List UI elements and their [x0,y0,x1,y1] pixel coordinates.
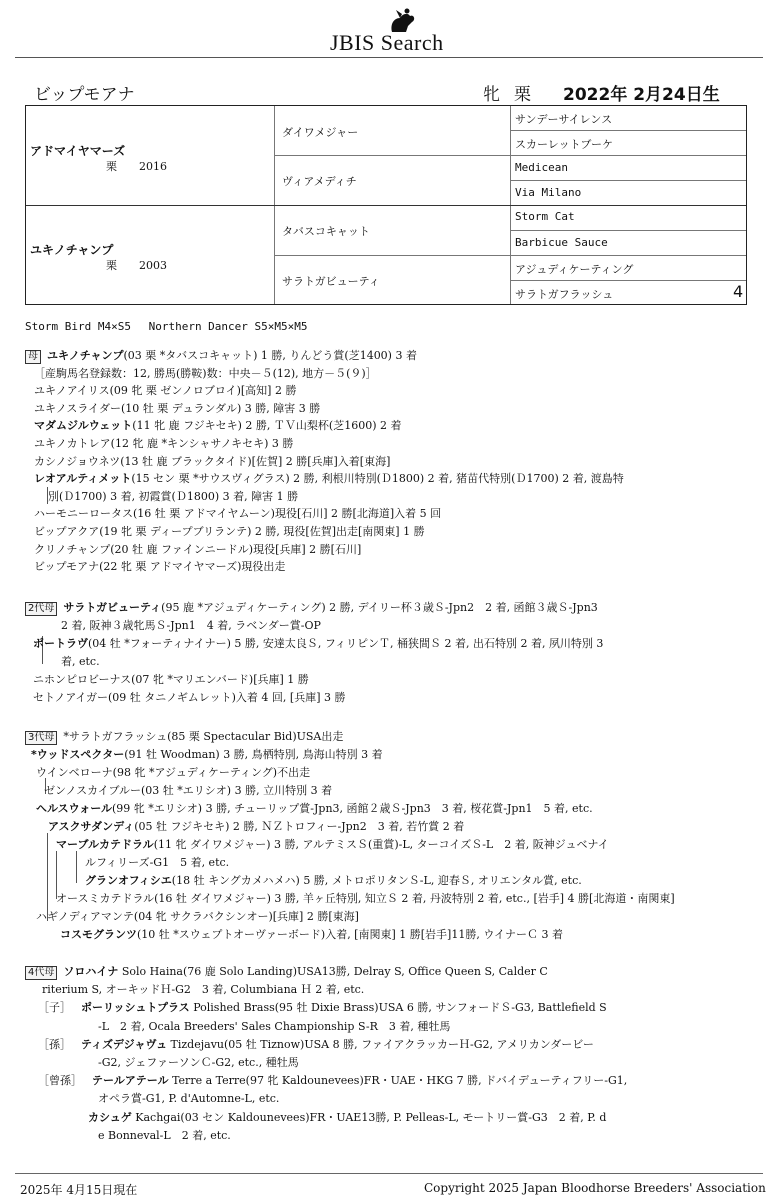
record-text: ハギノディアマンテ(04 牝 サクラバクシンオー)[兵庫] 2 勝[東海] [36,910,359,923]
dam-section-line [34,365,377,381]
horse-link[interactable]: マダムジルウェット [34,419,133,433]
g4-section-line [98,1054,299,1070]
record-text: (11 牝 鹿 フジキセキ) 2 勝, ＴＶ山梨杯(芝1600) 2 着 [132,419,402,433]
pedigree-divider [274,155,746,156]
dam-section-line [34,435,293,451]
horse-link[interactable]: レオアルティメット [34,472,132,486]
record-text: ビップモアナ(22 牝 栗 アドマイヤマーズ)現役出走 [34,560,286,574]
record-text: ユキノアイリス(09 牝 栗 ゼンノロブロイ)[高知] 2 勝 [34,384,297,398]
horse-rider-icon [391,9,414,33]
header-divider [15,57,763,58]
record-text: *サラトガフラッシュ(85 栗 Spectacular Bid)USA出走 [63,730,344,743]
g3-section-line [85,854,229,870]
pedigree-divider [510,130,746,131]
dam-section-line [34,382,296,398]
dam-section-line [34,470,624,486]
record-text: Polished Brass(95 牡 Dixie Brass)USA 6 勝, サンフォードＳ-G3, Battlefield S [193,1001,607,1015]
record-text: クリノチャンプ(20 牡 鹿 ファインニードル)現役[兵庫] 2 勝[石川] [34,542,362,556]
horse-link[interactable]: ポーリッシュトプラス [81,1001,190,1015]
horse-link[interactable]: アスクサダンディ [48,820,135,833]
g2-section-line [61,617,321,633]
generation-tag: 母 [25,350,41,364]
dam-section-line [34,505,441,521]
g3-section-line [85,872,582,888]
pedigree-divider [510,230,746,231]
horse-link[interactable]: *ウッドスペクター [31,748,125,761]
record-text: ハーモニーロータス(16 牡 栗 アドマイヤムーン)現役[石川] 2 勝[北海道]入着 5 回 [34,507,442,521]
record-text: -L 2 着, Ocala Breeders' Sales Championship S-R 3 着, 種牡馬 [98,1019,451,1033]
record-text: (18 牡 キングカメハメハ) 5 勝, メトロポリタンＳ-L, 迎春Ｓ, オリエンタル賞, etc. [171,874,582,887]
dam-section-line [34,523,425,539]
g4-section-line [38,1036,594,1052]
g3-section-line [48,818,464,834]
footer-divider [15,1173,763,1174]
record-text: ［産駒馬名登録数：12, 勝馬(勝鞍)数：中央－５(12), 地方－５(９)］ [34,366,377,380]
g4-section-line [42,981,364,997]
pedigree-g3-4[interactable]: Via Milano [515,186,582,199]
horse-link[interactable]: マーブルカテドラル [56,838,154,851]
horse-link[interactable]: ティズデジャヴュ [81,1037,168,1051]
record-text: -G2, ジェファーソンＣ-G2, etc., 種牡馬 [98,1056,299,1069]
pedigree-g3-6[interactable]: Barbicue Sauce [515,236,608,249]
relation-label: ［曾孫］ [38,1074,82,1088]
g3-section-line [25,728,343,745]
record-text: e Bonneval-L 2 着, etc. [98,1128,231,1142]
record-text: オースミカテドラル(16 牡 ダイワメジャー) 3 勝, 羊ヶ丘特別, 知立Ｓ 2 着, 丹波特別 2 着, etc., [岩手] 4 勝[北海道・南関東] [56,892,675,905]
g2-section-line [25,599,598,616]
g3-section-line [56,836,609,852]
dam-section-line [34,400,320,416]
record-text: ゼンノスカイブルー(03 牡 *エリシオ) 3 勝, 立川特別 3 着 [44,784,333,797]
horse-color: 栗 [514,85,531,105]
pedigree-g3-8[interactable]: サラトガフラッシュ [515,288,614,301]
record-text: Solo Haina(76 鹿 Solo Landing)USA13勝, Delray S, Office Queen S, Calder C [121,965,548,978]
g3-section-line [60,926,563,942]
record-text: (05 牡 フジキセキ) 2 勝, ＮＺトロフィー-Jpn2 3 着, 若竹賞 2 着 [134,820,465,833]
g3-section-line [31,746,383,762]
record-text: riterium S, オーキッドＨ-G2 3 着, Columbiana Ｈ 2 着, etc. [42,983,365,997]
record-text: Tizdejavu(05 牡 Tiznow)USA 8 勝, ファイアクラッカーＨ-G2, アメリカンダービー [170,1037,594,1051]
pedigree-g3-5[interactable]: Storm Cat [515,210,575,223]
g3-section-line [36,908,359,924]
footer-copyright: Copyright 2025 Japan Bloodhorse Breeders' Association [424,1181,766,1195]
record-text: ルフィリーズ-G1 5 着, etc. [85,856,230,869]
horse-link[interactable]: コスモグランツ [60,928,137,941]
pedigree-divider [26,205,746,206]
record-text: (11 牝 ダイワメジャー) 3 勝, アルテミスＳ(重賞)-L, ターコイズＳ-L 2 着, 阪神ジュベナイ [153,838,609,851]
record-text: ウインベローナ(98 牝 *アジュディケーティング)不出走 [36,766,311,779]
horse-link[interactable]: ポートラヴ [33,637,88,650]
pedigree-dam-dam[interactable]: サラトガビューティ [282,275,380,288]
horse-link[interactable]: カシュゲ [88,1110,132,1124]
dam-section-line [34,417,401,433]
record-text: (03 栗 *タバスコキャット) 1 勝, りんどう賞(芝1400) 3 着 [123,349,417,362]
g2-section-line [33,689,346,705]
horse-link[interactable]: サラトガビューティ [63,601,162,614]
dam-section-line [25,347,417,364]
pedigree-sire[interactable]: アドマイヤマーズ [30,144,126,158]
g4-section-line [38,999,607,1015]
g4-section-line [98,1018,450,1034]
record-text: (95 鹿 *アジュディケーティング) 2 勝, デイリー杯３歳Ｓ-Jpn2 2 着, 函館３歳Ｓ-Jpn3 [161,601,598,614]
pedigree-sire-sire[interactable]: ダイワメジャー [282,126,359,139]
pedigree-dam-sire[interactable]: タバスコキャット [282,225,370,238]
g4-section-line [38,1072,627,1088]
record-text: Kachgai(03 セン Kaldounevees)FR・UAE13勝, P. Pelleas-L, モートリー賞-G3 2 着, P. d [135,1110,607,1124]
record-text: (99 牝 *エリシオ) 3 勝, チューリップ賞-Jpn3, 函館２歳Ｓ-Jpn3 3 着, 桜花賞-Jpn1 5 着, etc. [112,802,593,815]
record-text: セトノアイガー(09 牡 タニノギムレット)入着 4 回, [兵庫] 3 勝 [33,691,346,704]
g3-section-line [56,890,675,906]
g4-section-line [88,1109,606,1125]
g4-section-line [25,963,548,980]
dam-section-line [34,541,361,557]
pedigree-sire-info: 栗 2016 [106,160,167,173]
generation-tag: 3代母 [25,731,57,745]
relation-label: ［子］ [38,1001,71,1015]
pedigree-g3-1[interactable]: サンデーサイレンス [515,113,613,126]
pedigree-g3-3[interactable]: Medicean [515,161,568,174]
record-text: Terre a Terre(97 牝 Kaldounevees)FR・UAE・HKG 7 勝, ドバイデューティフリー-G1, [172,1074,628,1088]
footer-date: 2025年 4月15日現在 [20,1183,138,1197]
horse-birthdate: 2022年 2月24日生 [563,85,720,105]
record-text: (10 牡 *スウェプトオーヴァーボード)入着, [南関東] 1 勝[岩手]11勝, ウイナーＣ 3 着 [137,928,563,941]
record-text: ビップアクア(19 牝 栗 ディープブリランテ) 2 勝, 現役[佐賀]出走[南関東] 1 勝 [34,525,425,538]
generation-tag: 4代母 [25,966,57,980]
bracket-line [76,851,77,883]
horse-link[interactable]: ユキノチャンプ [47,349,124,362]
record-text: 2 着, 阪神３歳牝馬Ｓ-Jpn1 4 着, ラベンダー賞-OP [61,619,321,632]
record-text: (04 牡 *フォーティナイナー) 5 勝, 安達太良Ｓ, フィリピンＴ, 桶狭間Ｓ 2 着, 出石特別 2 着, 夙川特別 3 [88,637,604,650]
dam-section-line [34,453,390,469]
pedigree-divider [274,255,746,256]
pedigree-divider [510,280,746,281]
record-text: (91 牡 Woodman) 3 勝, 鳥栖特別, 鳥海山特別 3 着 [124,748,383,761]
horse-sex: 牝 [483,85,500,105]
g4-section-line [98,1090,279,1106]
record-text: (15 セン 栗 *サウスヴィグラス) 2 勝, 利根川特別(Ｄ1800) 2 着, 猪苗代特別(Ｄ1700) 2 着, 渡島特 [131,472,624,486]
record-text: 着, etc. [61,655,100,668]
horse-name: ビップモアナ [34,85,135,105]
record-text: オペラ賞-G1, P. d'Automne-L, etc. [98,1092,280,1106]
logo-text: JBIS Search [330,30,444,55]
g3-section-line [36,764,310,780]
record-text: ユキノスライダー(10 牡 栗 デュランダル) 3 勝, 障害 3 勝 [34,401,321,415]
relation-label: ［孫］ [38,1037,71,1051]
record-text: ユキノカトレア(12 牝 鹿 *キンシャサノキセキ) 3 勝 [34,437,294,450]
horse-link[interactable]: ヘルスウォール [36,802,113,815]
g2-section-line [33,635,603,651]
pedigree-table [25,105,747,305]
horse-link[interactable]: ソロハイナ [63,965,119,978]
pedigree-g3-2[interactable]: スカーレットブーケ [515,138,614,151]
record-text: カシノジョウネツ(13 牡 鹿 ブラックタイド)[佐賀] 2 勝[兵庫]入着[東海] [34,454,391,468]
generation-tag: 2代母 [25,602,57,616]
g4-section-line [98,1127,231,1143]
inbreeding-note: Storm Bird M4×S5 Northern Dancer S5×M5×M5 [25,320,308,333]
pedigree-divider [510,180,746,181]
g3-section-line [44,782,332,798]
family-number: 4 [733,282,744,301]
pedigree-sire-dam[interactable]: ヴィアメディチ [282,175,357,188]
record-text: 別(Ｄ1700) 3 着, 初霞賞(Ｄ1800) 3 着, 障害 1 勝 [48,489,299,503]
dam-section-line [48,488,298,504]
dam-section-line [34,558,285,574]
pedigree-dam[interactable]: ユキノチャンプ [30,243,114,257]
g3-section-line [36,800,593,816]
horse-link[interactable]: グランオフィシエ [85,874,172,887]
record-text: ニホンピロビーナス(07 牝 *マリエンバード)[兵庫] 1 勝 [33,673,309,686]
g2-section-line [61,653,100,669]
g2-section-line [33,671,309,687]
horse-link[interactable]: テールアテール [92,1074,169,1088]
pedigree-dam-info: 栗 2003 [106,259,167,272]
pedigree-g3-7[interactable]: アジュディケーティング [515,263,634,276]
